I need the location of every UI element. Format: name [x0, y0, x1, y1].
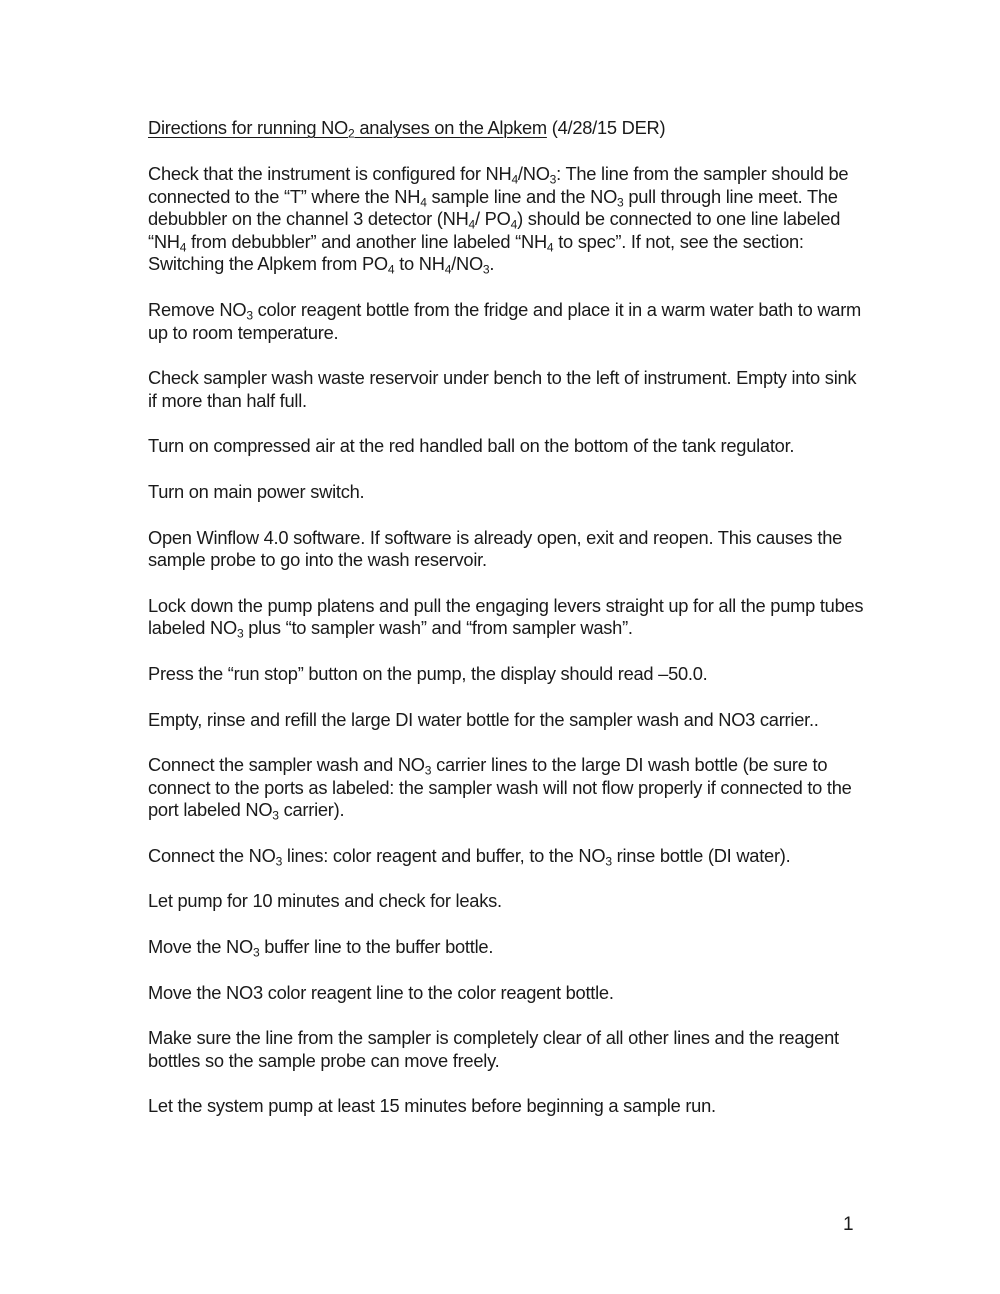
paragraph-check-leaks: Let pump for 10 minutes and check for leaks. — [148, 890, 502, 912]
title-subscript: 2 — [348, 126, 355, 141]
title-date: (4/28/15 DER) — [546, 117, 666, 138]
paragraph-run-stop: Press the “run stop” button on the pump, the display should read –50.0. — [148, 662, 708, 684]
paragraph-compressed-air: Turn on compressed air at the red handled ball on the bottom of the tank regulator. — [148, 435, 795, 457]
paragraph-pump-wait: Let the system pump at least 15 minutes before beginning a sample run. — [148, 1095, 716, 1117]
paragraph-move-buffer: Move the $NO_3$ buffer line to the buffer bottle. — [148, 936, 494, 960]
title-text-end: analyses on the Alpkem — [354, 117, 547, 138]
paragraph-check-configuration: Check that the instrument is configured for $NH_4/NO_3$: The line from the sampler should be connected to the “T” where the $NH_4$ sample line and the $NO_3$ pull through line meet. The debubbler on the channel 3 detector ($NH_4/$ $PO_4$) should be connected to one line labeled “$NH_4$ from debubbler” and another line labeled “$NH_4$ to spec”. If not, see the section: Switching the Alpkem from $PO_4$ to $NH_4/NO_3$. — [148, 163, 849, 277]
paragraph-check-waste: Check sampler wash waste reservoir under bench to the left of instrument. Empty into sink if more than half full. — [148, 367, 857, 411]
paragraph-lock-platens: Lock down the pump platens and pull the engaging levers straight up for all the pump tubes labeled $NO_3$ plus “to sampler wash” and “from sampler wash”. — [148, 594, 864, 641]
title-underlined — [148, 117, 547, 141]
document-title — [148, 117, 868, 139]
paragraph-remove-reagent: Remove $NO_3$ color reagent bottle from the fridge and place it in a warm water bath to warm up to room temperature. — [148, 298, 862, 343]
paragraph-power-switch: Turn on main power switch. — [148, 480, 365, 502]
title-text: Directions for running NO — [148, 117, 349, 138]
paragraph-clear-lines: Make sure the line from the sampler is completely clear of all other lines and the reagent bottles so the sample probe can move freely. — [148, 1027, 839, 1071]
paragraph-move-color-reagent: Move the NO3 color reagent line to the color reagent bottle. — [148, 981, 614, 1003]
paragraph-connect-lines: Connect the $NO_3$ lines: color reagent and buffer, to the $NO_3$ rinse bottle (DI water). — [148, 844, 791, 869]
page-number: 1 — [843, 1214, 854, 1235]
document-body — [148, 117, 868, 1141]
paragraph-open-software: Open Winflow 4.0 software. If software is already open, exit and reopen. This causes the sample probe to go into the wash reservoir. — [148, 526, 843, 571]
paragraph-refill-bottle: Empty, rinse and refill the large DI water bottle for the sampler wash and NO3 carrier.. — [148, 708, 819, 730]
paragraph-connect-wash: Connect the sampler wash and $NO_3$ carrier lines to the large DI wash bottle (be sure to connect to the ports as labeled: the sampler wash will not flow properly if connected to the port labeled $NO_3$ carrier). — [148, 754, 852, 823]
